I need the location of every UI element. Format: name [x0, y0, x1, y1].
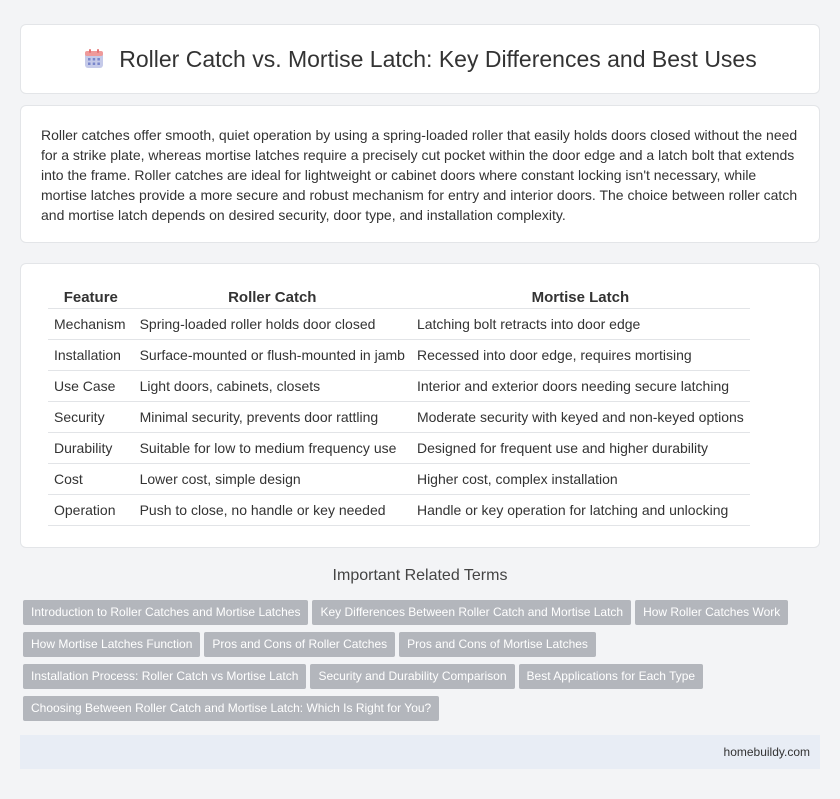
related-term-tag[interactable]: Pros and Cons of Roller Catches: [204, 632, 395, 657]
table-row: [48, 402, 750, 433]
feature-cell: Installation: [48, 340, 134, 371]
table-row: [48, 433, 750, 464]
related-term-tag[interactable]: Choosing Between Roller Catch and Mortise Latch: Which Is Right for You?: [23, 696, 439, 721]
related-term-tag[interactable]: How Roller Catches Work: [635, 600, 788, 625]
footer: [20, 735, 820, 769]
table-row: [48, 340, 750, 371]
mortise-latch-cell: Handle or key operation for latching and unlocking: [411, 495, 750, 526]
comparison-card: [20, 263, 820, 548]
feature-cell: Cost: [48, 464, 134, 495]
comparison-table: [48, 286, 750, 526]
related-term-tag[interactable]: Installation Process: Roller Catch vs Mortise Latch: [23, 664, 306, 689]
table-header-row: [48, 286, 750, 309]
roller-catch-cell: Suitable for low to medium frequency use: [134, 433, 411, 464]
title-card: [20, 24, 820, 94]
table-row: [48, 464, 750, 495]
feature-cell: Mechanism: [48, 309, 134, 340]
mortise-latch-cell: Designed for frequent use and higher durability: [411, 433, 750, 464]
roller-catch-cell: Surface-mounted or flush-mounted in jamb: [134, 340, 411, 371]
roller-catch-cell: Lower cost, simple design: [134, 464, 411, 495]
related-term-tag[interactable]: How Mortise Latches Function: [23, 632, 200, 657]
feature-cell: Security: [48, 402, 134, 433]
page-title: Roller Catch vs. Mortise Latch: Key Differences and Best Uses: [119, 45, 757, 72]
intro-card: [20, 105, 820, 243]
feature-cell: Operation: [48, 495, 134, 526]
roller-catch-cell: Minimal security, prevents door rattling: [134, 402, 411, 433]
table-row: [48, 495, 750, 526]
footer-site[interactable]: homebuildy.com: [723, 745, 810, 759]
roller-catch-cell: Light doors, cabinets, closets: [134, 371, 411, 402]
related-term-tag[interactable]: Introduction to Roller Catches and Mortise Latches: [23, 600, 308, 625]
feature-cell: Use Case: [48, 371, 134, 402]
intro-text: Roller catches offer smooth, quiet operation by using a spring-loaded roller that easily holds doors closed without the need for a strike plate, whereas mortise latches require a precisely cut pocket within the door edge and a latch bolt that extends into the frame. Roller catches are ideal for lightweight or cabinet doors where constant locking isn't necessary, while mortise latches provide a more secure and robust mechanism for entry and interior doors. The choice between roller catch and mortise latch depends on desired security, door type, and installation complexity.: [41, 127, 798, 223]
mortise-latch-cell: Recessed into door edge, requires mortising: [411, 340, 750, 371]
mortise-latch-cell: Higher cost, complex installation: [411, 464, 750, 495]
related-term-tag[interactable]: Key Differences Between Roller Catch and Mortise Latch: [312, 600, 631, 625]
header-roller-catch: Roller Catch: [134, 286, 411, 309]
calendar-icon: [83, 48, 105, 70]
related-term-tag[interactable]: Security and Durability Comparison: [310, 664, 514, 689]
roller-catch-cell: Push to close, no handle or key needed: [134, 495, 411, 526]
table-body: [48, 309, 750, 526]
related-term-tag[interactable]: Pros and Cons of Mortise Latches: [399, 632, 596, 657]
roller-catch-cell: Spring-loaded roller holds door closed: [134, 309, 411, 340]
related-term-tag[interactable]: Best Applications for Each Type: [519, 664, 704, 689]
mortise-latch-cell: Moderate security with keyed and non-keyed options: [411, 402, 750, 433]
related-terms-title: Important Related Terms: [332, 567, 508, 584]
feature-cell: Durability: [48, 433, 134, 464]
mortise-latch-cell: Latching bolt retracts into door edge: [411, 309, 750, 340]
table-row: [48, 371, 750, 402]
related-terms-list: [23, 600, 823, 728]
table-row: [48, 309, 750, 340]
mortise-latch-cell: Interior and exterior doors needing secure latching: [411, 371, 750, 402]
header-feature: Feature: [48, 286, 134, 309]
header-mortise-latch: Mortise Latch: [411, 286, 750, 309]
